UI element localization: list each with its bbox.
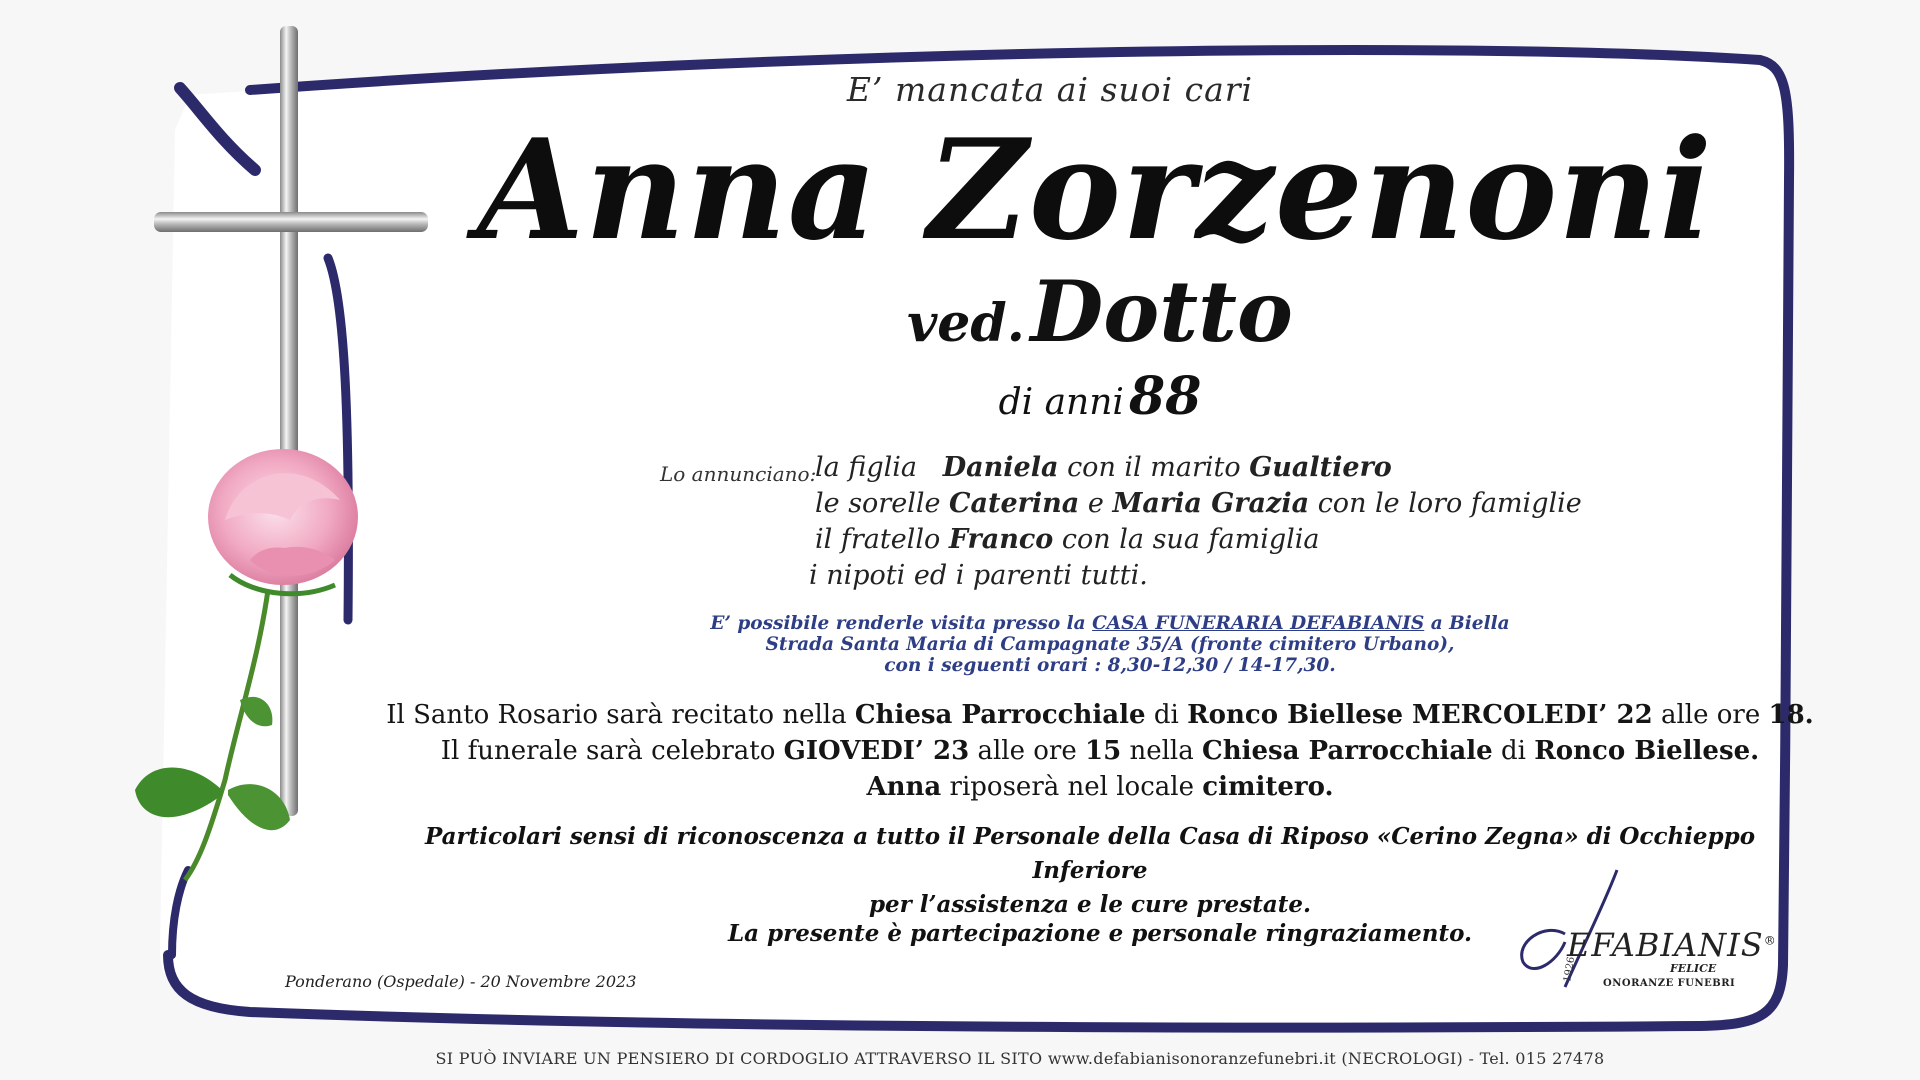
- visit-info: [560, 613, 1660, 676]
- announcer-name: Maria Grazia: [1112, 488, 1310, 519]
- logo-registered: ®: [1763, 933, 1777, 948]
- rites-text: nella: [1129, 736, 1194, 766]
- logo-year: 1926: [1562, 956, 1578, 983]
- funeral-home-logo: [1505, 862, 1777, 997]
- announcers-list: [809, 450, 1582, 594]
- announcer-line: [809, 558, 1582, 594]
- married-prefix: ved.: [907, 293, 1025, 354]
- visit-text: E’ possibile renderle visita presso la: [710, 613, 1086, 634]
- rites-text: alle ore: [1660, 700, 1761, 730]
- rites-strong: cimitero.: [1202, 772, 1334, 802]
- age-label: di anni: [998, 382, 1124, 423]
- thanks-line: per l’assistenza e le cure prestate.: [868, 891, 1312, 918]
- rites-text: di: [1500, 736, 1526, 766]
- announcer-text: la figlia: [815, 452, 917, 483]
- rites-text: riposerà nel locale: [949, 772, 1194, 802]
- logo-felice: FELICE: [1670, 962, 1717, 975]
- rites-strong: Chiesa Parrocchiale: [1202, 736, 1493, 766]
- logo-brand: [1567, 926, 1777, 964]
- rites-text: Il Santo Rosario sarà recitato nella: [386, 700, 847, 730]
- rites-strong: Anna: [866, 772, 942, 802]
- married-surname: Dotto: [1030, 262, 1293, 361]
- place-date: Ponderano (Ospedale) - 20 Novembre 2023: [285, 972, 637, 991]
- partecipazione-text: La presente è partecipazione e personale ringraziamento.: [727, 920, 1473, 947]
- announcer-text: il fratello: [815, 524, 941, 555]
- announcer-name: Daniela: [942, 452, 1059, 483]
- age-line: [800, 366, 1400, 427]
- announcer-text: le sorelle: [815, 488, 941, 519]
- announcer-name: Franco: [948, 524, 1054, 555]
- rites-strong: Ronco Biellese MERCOLEDI’ 22: [1187, 700, 1653, 730]
- married-name: [700, 262, 1500, 361]
- announcer-text: con le loro famiglie: [1317, 488, 1582, 519]
- rites-strong: Chiesa Parrocchiale: [854, 700, 1146, 730]
- visit-hours: con i seguenti orari : 8,30-12,30 / 14-17,30.: [884, 655, 1336, 676]
- announcer-text: con la sua famiglia: [1061, 524, 1320, 555]
- rites-info: [380, 697, 1820, 805]
- rites-strong: 18.: [1768, 700, 1814, 730]
- age-value: 88: [1129, 366, 1202, 427]
- announcer-line: [815, 486, 1582, 522]
- rites-strong: 15: [1085, 736, 1122, 766]
- announcer-name: Gualtiero: [1249, 452, 1392, 483]
- announcer-name: Caterina: [949, 488, 1080, 519]
- funeral-line: [380, 733, 1820, 769]
- thanks-line: Particolari sensi di riconoscenza a tutto il Personale della Casa di Riposo «Cerino Zegna» di Occhieppo Inferiore: [424, 823, 1756, 884]
- intro-line: E’ mancata ai suoi cari: [846, 70, 1254, 109]
- announcer-line: [815, 450, 1582, 486]
- rites-text: alle ore: [977, 736, 1077, 766]
- funeral-home-link[interactable]: CASA FUNERARIA DEFABIANIS: [1092, 613, 1425, 634]
- footer-contact: SI PUÒ INVIARE UN PENSIERO DI CORDOGLIO ATTRAVERSO IL SITO www.defabianisonoranzefunebri.it (NECROLOGI) - Tel. 015 27478: [435, 1049, 1605, 1068]
- visit-text: a Biella: [1430, 613, 1510, 634]
- announcer-line: [815, 522, 1582, 558]
- announcer-text: i nipoti ed i parenti tutti.: [809, 560, 1148, 591]
- deceased-name: Anna Zorzenoni: [477, 108, 1713, 271]
- rites-strong: GIOVEDI’ 23: [783, 736, 970, 766]
- logo-subtitle: ONORANZE FUNEBRI: [1603, 978, 1736, 989]
- burial-line: [380, 769, 1820, 805]
- announcer-text: con il marito: [1067, 452, 1241, 483]
- announcers-label: Lo annunciano:: [660, 462, 817, 486]
- rites-text: di: [1153, 700, 1179, 730]
- logo-brand-text: EFABIANIS: [1567, 926, 1764, 964]
- rites-text: Il funerale sarà celebrato: [440, 736, 776, 766]
- announcer-text: e: [1087, 488, 1104, 519]
- visit-address: Strada Santa Maria di Campagnate 35/A (fronte cimitero Urbano),: [765, 634, 1455, 655]
- rites-strong: Ronco Biellese.: [1534, 736, 1760, 766]
- rosary-line: [380, 697, 1820, 733]
